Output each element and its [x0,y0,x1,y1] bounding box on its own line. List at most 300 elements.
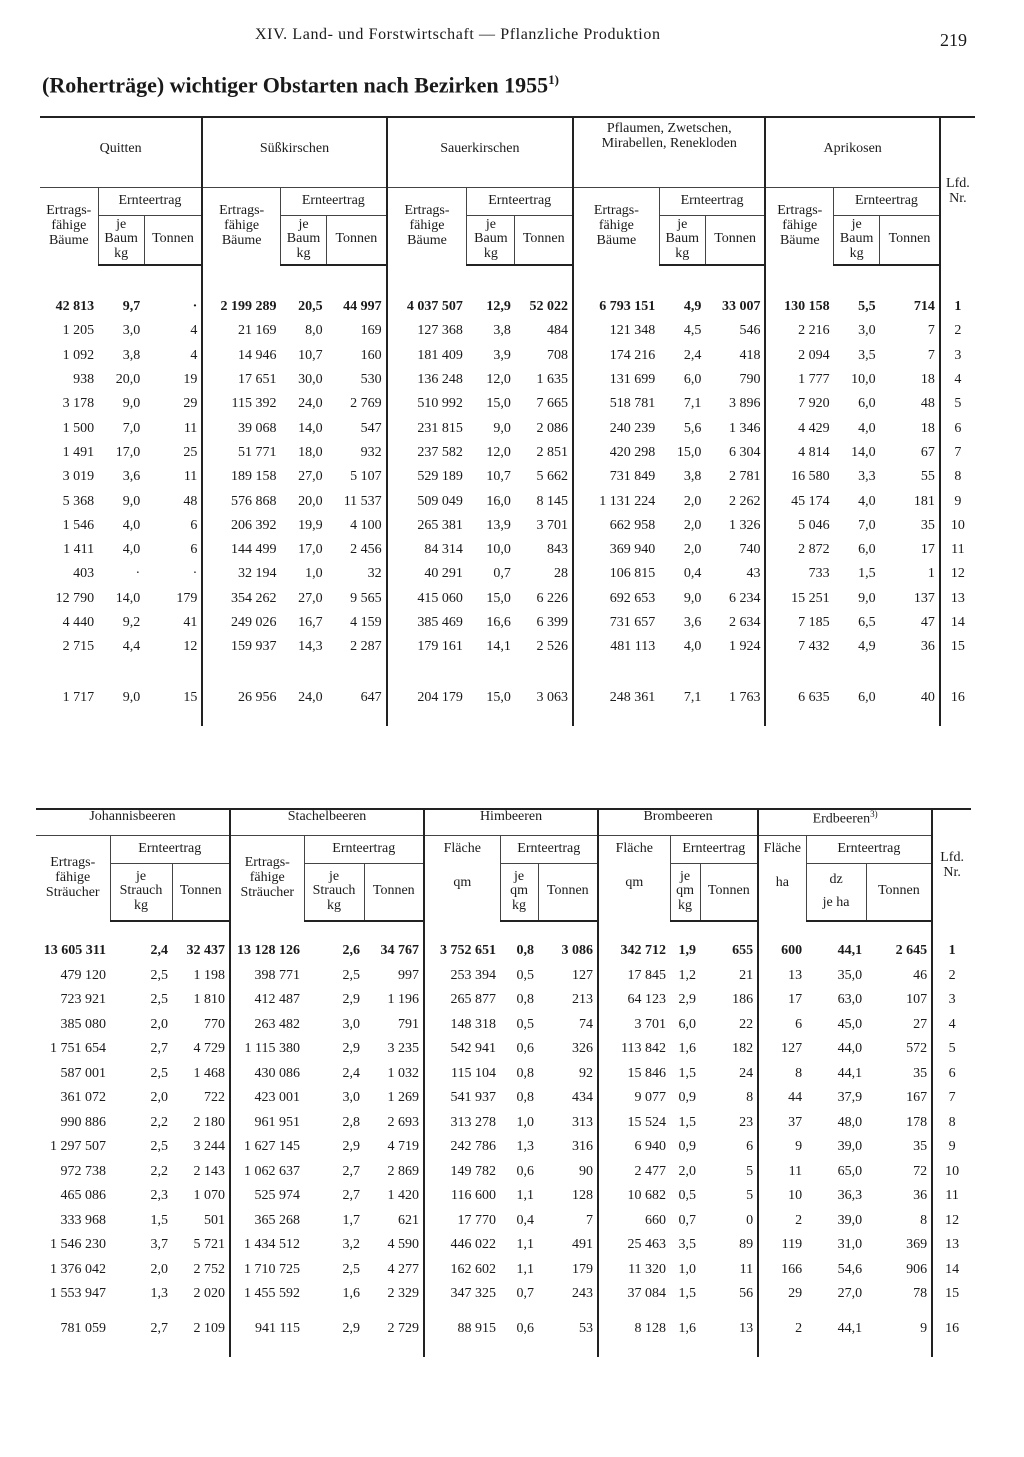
col-header-tonnes: Tonnen [364,863,424,921]
lfd-nr-cell: 11 [940,538,975,562]
table-cell: 1,0 [305,566,323,582]
table-cell: 2 287 [350,639,382,655]
table-cell: 2,9 [342,1041,361,1057]
table-cell: 115 392 [202,392,280,416]
table-cell: · [135,566,141,582]
table-cell: 1,2 [678,967,697,983]
table-cell: 655 [732,943,754,959]
table-cell: 0,8 [516,1090,535,1106]
table-cell: 5 [746,1188,754,1204]
spacer-cell [230,1341,304,1357]
spacer-cell [424,1307,500,1317]
col-header-dz-per-ha [806,863,866,921]
table-cell: 19,9 [298,517,323,533]
lfd-nr-cell: 13 [932,1233,971,1258]
table-cell: 714 [913,299,935,315]
spacer-cell [36,921,110,939]
spacer-cell [538,1341,598,1357]
table-cell: 1 [927,566,935,582]
table-cell: 131 699 [573,368,659,392]
lfd-nr-cell: 3 [932,988,971,1013]
table-cell: 2 086 [536,420,569,436]
table-cell: 127 [572,967,594,983]
table-cell: 27,0 [298,590,323,606]
table-cell: 1 131 224 [573,489,659,513]
spacer-cell [467,265,515,295]
table-cell: 423 001 [230,1086,304,1111]
table-row [40,416,975,440]
table-cell: 20,0 [115,372,141,388]
table-cell: 4,9 [683,299,702,315]
table-row [36,1209,971,1234]
table-row [40,392,975,416]
col-header-tonnes: Tonnen [327,215,387,265]
table-cell: 1 751 654 [50,1041,106,1057]
table-cell: 248 361 [573,685,659,709]
table-row [36,1233,971,1258]
table-row [40,514,975,538]
spacer-cell [327,710,387,726]
table-cell: 1,6 [342,1286,361,1302]
table-cell: 1,1 [516,1188,535,1204]
table-cell: 1 810 [193,992,226,1008]
spacer-cell [932,1307,971,1317]
dz-label: dz [829,872,843,888]
table-cell: 106 815 [573,562,659,586]
spacer-cell [172,921,230,939]
table-cell: 2,4 [342,1065,361,1081]
col-header-per-qm: je qm kg [500,863,538,921]
table-cell: · [192,299,198,315]
lfd-nr-cell: 7 [932,1086,971,1111]
table-cell: 365 268 [230,1209,304,1234]
col-header-tonnes: Tonnen [880,215,940,265]
table-cell: 1 635 [536,372,569,388]
table-cell: 2 [758,1317,806,1342]
table-cell: 130 158 [765,295,833,319]
table-cell: 1 777 [765,368,833,392]
table-cell: 662 958 [573,514,659,538]
table-cell: 542 941 [424,1037,500,1062]
table-cell: 0,4 [516,1212,535,1228]
table-cell: 11 [758,1160,806,1185]
spacer-cell [573,265,659,295]
table-cell: 5,6 [683,420,702,436]
lfd-nr-cell: 5 [940,392,975,416]
lfd-nr-cell: 10 [940,514,975,538]
col-header-yield: Ernteertrag [500,835,598,863]
table-cell: 39 068 [202,416,280,440]
table-cell: 0,6 [516,1041,535,1057]
col-header-yield: Ernteertrag [806,835,932,863]
table-cell: 37 084 [598,1282,670,1307]
spacer-cell [806,921,866,939]
table-cell: 2,0 [150,1090,168,1106]
spacer-cell [280,710,326,726]
table-cell: 12 790 [55,590,95,606]
table-row [40,635,975,659]
table-cell: 9,7 [122,299,141,315]
table-cell: 9,0 [683,590,702,606]
table-cell: 3,0 [858,323,876,339]
table-cell: 127 [758,1037,806,1062]
table-cell: 6 [746,1139,754,1155]
table-cell: 9,0 [858,590,876,606]
table-cell: 128 [572,1188,594,1204]
table-cell: 263 482 [230,1013,304,1038]
table-cell: 9,0 [493,420,511,436]
table-cell: 791 [398,1016,420,1032]
table-cell: 2,9 [342,1320,361,1336]
table-cell: 2,6 [342,943,361,959]
table-cell: 1 546 230 [50,1237,106,1253]
table-cell: 14,1 [486,639,511,655]
table-cell: 48,0 [837,1114,863,1130]
spacer-cell [598,1341,670,1357]
table-cell: 3,2 [342,1237,361,1253]
table-cell: 11 [183,469,198,485]
table-cell: 1,1 [516,1261,535,1277]
table-cell: 144 499 [202,538,280,562]
table-cell: 30,0 [298,372,323,388]
table-cell: 2,7 [342,1163,361,1179]
spacer-cell [866,1307,932,1317]
table-cell: 587 001 [60,1065,106,1081]
spacer-cell [387,265,467,295]
table-row [36,1037,971,1062]
table-cell: 2 199 289 [202,295,280,319]
table-row [36,1013,971,1038]
spacer-cell [364,1341,424,1357]
table-cell: 2,2 [150,1114,168,1130]
table-cell: 2 645 [895,943,928,959]
table-cell: 2,5 [150,1139,168,1155]
table-cell: 740 [739,542,761,558]
table-cell: 0,8 [516,1065,535,1081]
table-cell: 1 269 [387,1090,420,1106]
table-cell: 40 [920,689,935,705]
table-cell: 13 [739,1320,754,1336]
table-cell: 5 107 [350,469,382,485]
table-cell: 2 094 [765,344,833,368]
spacer-cell [659,710,705,726]
table-cell: 6,0 [858,689,876,705]
table-cell: 2,9 [678,992,697,1008]
table-cell: 27,0 [837,1286,863,1302]
col-header-tonnes: Tonnen [700,863,758,921]
table-cell: 3 086 [561,943,594,959]
table-cell: 722 [204,1090,226,1106]
area-label: Fläche [443,840,481,856]
table-cell: 3,0 [342,1016,361,1032]
spacer-cell [40,659,98,685]
table-cell: 84 314 [387,538,467,562]
table-cell: 7 [927,347,935,363]
table-cell: 12,9 [486,299,511,315]
table-row [36,1086,971,1111]
table-cell: 3,7 [150,1237,168,1253]
col-header-shrubs: Ertrags- fähige Sträucher [45,855,100,900]
table-cell: 1 326 [728,517,761,533]
table-cell: 479 120 [60,967,106,983]
area-label: Fläche [615,840,653,856]
spacer-cell [659,659,705,685]
table-cell: 55 [920,469,935,485]
table-cell: 1,6 [678,1320,697,1336]
table-cell: 4,4 [122,639,141,655]
table-cell: 17,0 [115,444,141,460]
table-cell: 16,6 [486,615,511,630]
lfd-nr-cell: 9 [940,489,975,513]
spacer-cell [327,659,387,685]
table-cell: 14,0 [298,420,323,436]
table-cell: 4 814 [765,441,833,465]
table-cell: 4 429 [765,416,833,440]
lfd-nr-cell: 4 [932,1013,971,1038]
table-cell: 35 [913,1139,928,1155]
lfd-nr-cell: 4 [940,368,975,392]
page-title-text: (Roherträge) wichtiger Obstarten nach Bezirken 1955 [42,72,549,98]
table-cell: 24,0 [298,396,323,412]
table-cell: 0,7 [678,1212,697,1228]
table-cell: 412 487 [230,988,304,1013]
table-cell: 1 420 [387,1188,420,1204]
table-cell: 2,2 [150,1163,168,1179]
table-cell: 8 [758,1062,806,1087]
spacer-cell [144,710,202,726]
table-cell: 6 [190,517,198,533]
table-cell: 600 [758,939,806,964]
table-cell: 529 189 [387,465,467,489]
table-cell: 181 [913,493,935,509]
table-cell: 2 769 [350,396,382,412]
table-cell: 313 [572,1114,594,1130]
table-cell: 17 845 [598,964,670,989]
table-cell: 24,0 [298,689,323,705]
lfd-nr-cell: 7 [940,441,975,465]
table-cell: 89 [739,1237,754,1253]
table-cell: 44 997 [343,299,382,315]
spacer-cell [40,710,98,726]
table-cell: 2 456 [350,542,382,558]
table-cell: 4,5 [683,323,702,339]
table-cell: 3 896 [728,396,761,412]
table-cell: 265 877 [424,988,500,1013]
table-cell: 189 158 [202,465,280,489]
group-header-sauerkirschen: Sauerkirschen [387,117,573,187]
table-cell: 361 072 [60,1090,106,1106]
table-cell: 1 092 [62,347,95,363]
table-cell: 13,9 [486,517,511,533]
table-cell: 1 710 725 [230,1258,304,1283]
spacer-cell [834,265,880,295]
spacer-cell [806,1307,866,1317]
table-cell: 20,0 [298,493,323,509]
table-cell: 1,5 [150,1212,168,1228]
table-cell: 13 [758,964,806,989]
table-row [40,319,975,343]
spacer-cell [573,659,659,685]
table-cell: 3 235 [387,1041,420,1057]
table-cell: 9 077 [598,1086,670,1111]
col-header-area [598,835,670,921]
spacer-cell [280,659,326,685]
spacer-cell [705,659,765,685]
table-cell: 10 [758,1184,806,1209]
table-cell: 51 771 [202,441,280,465]
table-row [40,611,975,635]
spacer-cell [932,921,971,939]
table-cell: 54,6 [837,1261,863,1277]
table-cell: 3,0 [342,1090,361,1106]
erdbeeren-footnote-mark: 3) [870,809,878,819]
table-cell: 27,0 [298,469,323,485]
table-cell: 174 216 [573,344,659,368]
table-cell: 26 956 [202,685,280,709]
spacer-cell [98,659,144,685]
table-cell: 10,7 [486,469,511,485]
table-cell: 990 886 [60,1114,106,1130]
table-cell: 14,0 [115,590,141,606]
spacer-cell [758,1307,806,1317]
table-cell: 385 469 [387,611,467,635]
page-number: 219 [940,30,967,50]
table-cell: 1 297 507 [50,1139,106,1155]
spacer-cell [765,265,833,295]
table-cell: 572 [906,1041,928,1057]
table-cell: 28 [554,566,569,582]
table-cell: 420 298 [573,441,659,465]
table-cell: 88 915 [424,1317,500,1342]
lfd-nr-cell: 8 [932,1111,971,1136]
spacer-cell [806,1341,866,1357]
table-cell: 2 693 [387,1114,420,1130]
col-header-trees: Ertrags- fähige Bäume [202,187,280,265]
table-cell: 46 [913,967,928,983]
table-cell: 17 770 [424,1209,500,1234]
table-cell: 3,8 [683,469,702,485]
table-cell: 53 [579,1320,594,1336]
spacer-cell [36,1307,110,1317]
table-cell: 7 920 [765,392,833,416]
table-cell: 7 432 [765,635,833,659]
table-cell: 2 329 [387,1286,420,1302]
table-cell: 8,0 [305,323,323,339]
table-cell: 11 537 [343,493,382,509]
table-cell: 6 226 [536,590,569,606]
table-cell: 770 [204,1016,226,1032]
lfd-nr-cell: 9 [932,1135,971,1160]
spacer-cell [866,1341,932,1357]
col-header-yield: Ernteertrag [98,187,202,215]
table-cell: 9,2 [122,615,141,630]
spacer-row [36,921,971,939]
table-cell: 72 [913,1163,928,1179]
spacer-cell [940,265,975,295]
table-cell: 36,3 [837,1188,863,1204]
table-cell: 231 815 [387,416,467,440]
spacer-row [40,710,975,726]
table-cell: 2 851 [536,444,569,460]
spacer-cell [758,921,806,939]
table-cell: 1,1 [516,1237,535,1253]
table-cell: 1 205 [62,323,95,339]
table-row [36,1160,971,1185]
table-cell: 546 [739,323,761,339]
spacer-cell [144,659,202,685]
table-cell: 1 198 [193,967,226,983]
table-cell: 13 605 311 [43,943,106,959]
spacer-cell [700,1307,758,1317]
lfd-nr-cell: 14 [932,1258,971,1283]
table-cell: 17 [920,542,935,558]
table-cell: 961 951 [230,1111,304,1136]
table-cell: 21 [739,967,754,983]
spacer-cell [515,659,573,685]
table-cell: 491 [572,1237,594,1253]
lfd-nr-cell: 1 [932,939,971,964]
spacer-cell [364,1307,424,1317]
table-cell: 3 244 [193,1139,226,1155]
lfd-nr-cell: 2 [940,319,975,343]
table-cell: 2,5 [342,967,361,983]
area-unit: qm [625,875,644,891]
table-cell: 3,3 [858,469,876,485]
table-cell: 4 [190,347,198,363]
table-cell: 14,3 [298,639,323,655]
table-cell: 0,5 [678,1188,697,1204]
col-header-area [758,835,806,921]
spacer-cell [467,710,515,726]
area-label: Fläche [763,840,801,856]
table-cell: 148 318 [424,1013,500,1038]
spacer-cell [598,1307,670,1317]
table-cell: 113 842 [598,1037,670,1062]
table-cell: 179 [572,1261,594,1277]
table-cell: 2 781 [728,469,761,485]
table-cell: 90 [579,1163,594,1179]
table-cell: 78 [913,1286,928,1302]
table-cell: 167 [906,1090,928,1106]
table-cell: 2 216 [765,319,833,343]
table-cell: 29 [758,1282,806,1307]
table-cell: 369 940 [573,538,659,562]
table-cell: 2 143 [193,1163,226,1179]
table-cell: 2,0 [683,493,702,509]
table-cell: 19 [183,372,198,388]
table-cell: 530 [360,372,382,388]
table-cell: 403 [73,566,95,582]
table-cell: 2,4 [150,943,168,959]
table-cell: 415 060 [387,587,467,611]
spacer-cell [202,659,280,685]
table-cell: 10,7 [298,347,323,363]
spacer-cell [304,1341,364,1357]
table-cell: 3 178 [62,396,95,412]
table-cell: 44 [758,1086,806,1111]
table-cell: 1,3 [150,1286,168,1302]
spacer-cell [144,265,202,295]
table-cell: 8 [920,1212,928,1228]
table-cell: 63,0 [837,992,863,1008]
table-cell: 1 468 [193,1065,226,1081]
table-cell: 1 924 [728,639,761,655]
spacer-cell [670,921,700,939]
table-cell: 6 793 151 [573,295,659,319]
table-cell: 7,0 [122,420,141,436]
col-header-trees: Ertrags- fähige Bäume [573,187,659,265]
table-cell: 0,6 [516,1320,535,1336]
